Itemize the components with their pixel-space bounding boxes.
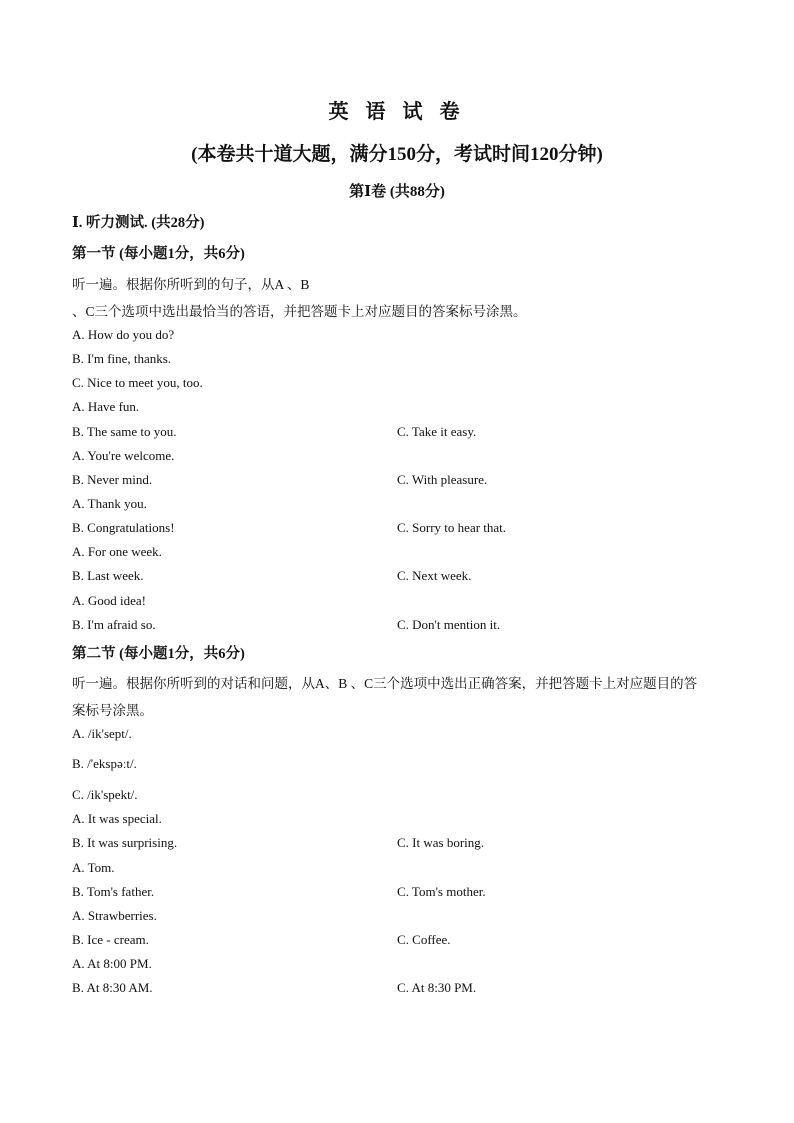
q10-option-c: C. Coffee.	[397, 932, 451, 947]
q8-option-a: A. It was special.	[72, 811, 162, 826]
q1-option-c: C. Nice to meet you, too.	[72, 375, 203, 390]
q3-option-a: A. You're welcome.	[72, 448, 175, 463]
q11-option-a: A. At 8:00 PM.	[72, 956, 152, 971]
section2-instruction-line1: 听一遍。根据你所听到的对话和问题，从A、B 、C三个选项中选出正确答案，并把答题卡上对应题目的答	[72, 676, 698, 691]
q9-option-b: B. Tom's father.	[72, 884, 155, 899]
q2-option-a: A. Have fun.	[72, 399, 140, 414]
q3-option-c: C. With pleasure.	[397, 472, 488, 487]
section2-instruction-line2: 案标号涂黑。	[72, 703, 153, 718]
q6-option-a: A. Good idea!	[72, 593, 147, 608]
q9-option-c: C. Tom's mother.	[397, 884, 486, 899]
q8-option-c: C. It was boring.	[397, 835, 485, 850]
q8-option-b: B. It was surprising.	[72, 835, 178, 850]
q7-option-b: B. /'ekspəːt/.	[72, 756, 137, 771]
q1-option-a: A. How do you do?	[72, 327, 175, 342]
q7-option-c: C. /ik'spekt/.	[72, 787, 138, 802]
q2-option-b: B. The same to you.	[72, 424, 177, 439]
volume-heading: 第Ⅰ卷 (共88分)	[349, 184, 445, 200]
q1-option-b: B. I'm fine, thanks.	[72, 351, 172, 366]
q11-option-c: C. At 8:30 PM.	[397, 980, 477, 995]
exam-subtitle: (本卷共十道大题，满分150分，考试时间120分钟)	[191, 144, 603, 165]
q5-option-b: B. Last week.	[72, 568, 144, 583]
q10-option-a: A. Strawberries.	[72, 908, 157, 923]
q10-option-b: B. Ice - cream.	[72, 932, 149, 947]
q2-option-c: C. Take it easy.	[397, 424, 477, 439]
part1-heading: Ⅰ. 听力测试. (共28分)	[72, 215, 205, 231]
q5-option-c: C. Next week.	[397, 568, 472, 583]
q6-option-b: B. I'm afraid so.	[72, 617, 156, 632]
q3-option-b: B. Never mind.	[72, 472, 153, 487]
q6-option-c: C. Don't mention it.	[397, 617, 501, 632]
section1-instruction-line1: 听一遍。根据你所听到的句子，从A 、B	[72, 277, 310, 292]
q4-option-b: B. Congratulations!	[72, 520, 175, 535]
section1-instruction-line2: 、C三个选项中选出最恰当的答语，并把答题卡上对应题目的答案标号涂黑。	[72, 304, 527, 319]
section2-heading: 第二节 (每小题1分，共6分)	[72, 646, 245, 662]
q4-option-c: C. Sorry to hear that.	[397, 520, 507, 535]
exam-title: 英 语 试 卷	[328, 101, 466, 123]
q11-option-b: B. At 8:30 AM.	[72, 980, 153, 995]
section1-heading: 第一节 (每小题1分，共6分)	[72, 246, 245, 262]
q4-option-a: A. Thank you.	[72, 496, 147, 511]
q9-option-a: A. Tom.	[72, 860, 115, 875]
q5-option-a: A. For one week.	[72, 544, 162, 559]
q7-option-a: A. /ik'sept/.	[72, 726, 132, 741]
